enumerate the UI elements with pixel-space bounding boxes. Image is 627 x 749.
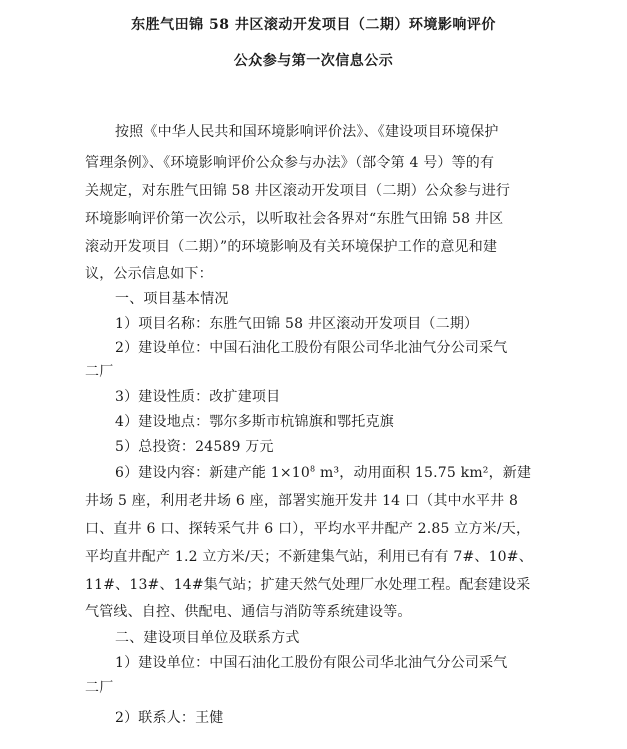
content-suffix: m³，动用面积 15.75 km²，新建: [315, 465, 532, 481]
content-line-4: 平均直井配产 1.2 立方米/天；不新建集气站，利用已有有 7#、10#、: [85, 549, 533, 565]
intro-line-3: 关规定，对东胜气田锦 58 井区滚动开发项目（二期）公众参与进行: [85, 183, 511, 199]
item-construction-nature: 3）建设性质：改扩建项目: [115, 389, 281, 405]
content-exponent: 8: [310, 464, 316, 474]
item-construction-content: [115, 462, 531, 482]
content-prefix: 6）建设内容：新建产能 1×10: [115, 465, 311, 481]
intro-line-2: 管理条例》、《环境影响评价公众参与办法》（部令第 4 号）等的有: [85, 155, 495, 171]
intro-line-5: 滚动开发项目（二期）”的环境影响及有关环境保护工作的意见和建: [85, 239, 498, 255]
contact-construction-unit-cont: 二厂: [85, 680, 114, 696]
content-line-2: 井场 5 座，利用老井场 6 座，部署实施开发井 14 口（其中水平井 8: [85, 493, 519, 509]
intro-line-1: 按照《中华人民共和国环境影响评价法》、《建设项目环境保护: [115, 124, 499, 140]
contact-person: 2）联系人：王健: [115, 710, 224, 726]
document-title: 东胜气田锦 58 井区滚动开发项目（二期）环境影响评价: [131, 17, 496, 33]
content-line-5: 11#、13#、14#集气站；扩建天然气处理厂水处理工程。配套建设采: [85, 577, 531, 593]
content-line-3: 口、直井 6 口、探转采气井 6 口），平均水平井配产 2.85 立方米/天，: [85, 521, 531, 537]
intro-line-4: 环境影响评价第一次公示，以听取社会各界对“东胜气田锦 58 井区: [85, 211, 504, 227]
contact-construction-unit: 1）建设单位：中国石油化工股份有限公司华北油气分公司采气: [115, 655, 508, 671]
item-construction-unit-cont: 二厂: [85, 364, 114, 380]
section-heading-contact: 二、建设项目单位及联系方式: [115, 630, 300, 646]
item-construction-unit: 2）建设单位：中国石油化工股份有限公司华北油气分公司采气: [115, 340, 508, 356]
intro-line-6: 议，公示信息如下：: [85, 266, 213, 282]
item-construction-location: 4）建设地点：鄂尔多斯市杭锦旗和鄂托克旗: [115, 414, 394, 430]
item-project-name: 1）项目名称：东胜气田锦 58 井区滚动开发项目（二期）: [115, 316, 479, 332]
document-subtitle: 公众参与第一次信息公示: [233, 53, 394, 69]
content-line-6: 气管线、自控、供配电、通信与消防等系统建设等。: [85, 604, 412, 620]
item-total-investment: 5）总投资：24589 万元: [115, 439, 274, 455]
section-heading-basic-info: 一、项目基本情况: [115, 291, 229, 307]
